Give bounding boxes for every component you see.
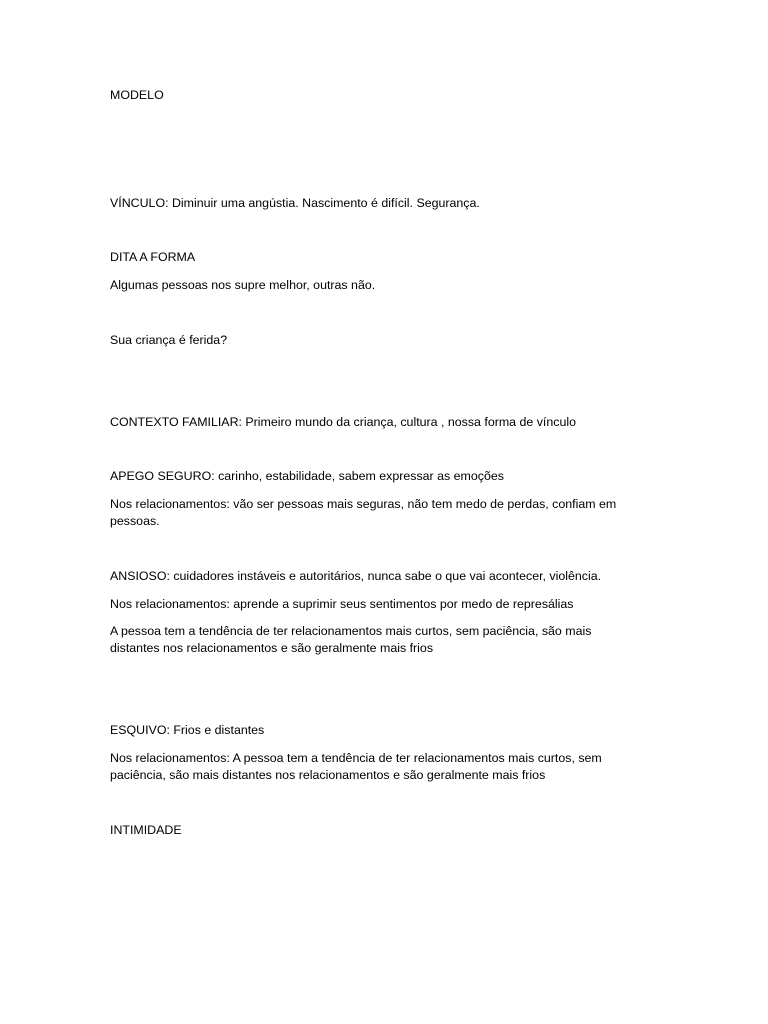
label-esquivo: ESQUIVO: bbox=[110, 723, 170, 737]
label-contexto-familiar: CONTEXTO FAMILIAR: bbox=[110, 415, 242, 429]
text-esquivo: Frios e distantes bbox=[169, 723, 265, 737]
text-contexto-familiar: Primeiro mundo da criança, cultura , nossa forma de vínculo bbox=[241, 415, 576, 429]
paragraph-sua-crianca: Sua criança é ferida? bbox=[110, 333, 228, 347]
label-ansioso: ANSIOSO: bbox=[110, 569, 170, 583]
paragraph-apego-seguro bbox=[110, 468, 640, 485]
heading-modelo: MODELO bbox=[110, 88, 164, 102]
heading-intimidade: INTIMIDADE bbox=[110, 823, 182, 837]
paragraph-apego-relacionamentos: Nos relacionamentos: vão ser pessoas mais seguras, não tem medo de perdas, confiam em pessoas. bbox=[110, 497, 617, 528]
paragraph-esquivo bbox=[110, 722, 640, 739]
paragraph-ansioso-tendencia: A pessoa tem a tendência de ter relacionamentos mais curtos, sem paciência, são mais distantes nos relacionamentos e são geralmente mais frios bbox=[110, 624, 592, 655]
text-apego-seguro: carinho, estabilidade, sabem expressar as emoções bbox=[214, 469, 504, 483]
paragraph-vinculo bbox=[110, 195, 640, 212]
text-vinculo: Diminuir uma angústia. Nascimento é difícil. Segurança. bbox=[168, 196, 480, 210]
label-apego-seguro: APEGO SEGURO: bbox=[110, 469, 215, 483]
paragraph-ansioso bbox=[110, 568, 640, 585]
heading-dita-a-forma: DITA A FORMA bbox=[110, 250, 196, 264]
paragraph-ansioso-relacionamentos: Nos relacionamentos: aprende a suprimir seus sentimentos por medo de represálias bbox=[110, 597, 574, 611]
paragraph-esquivo-relacionamentos: Nos relacionamentos: A pessoa tem a tendência de ter relacionamentos mais curtos, sem paciência, são mais distantes nos relacionamentos e são geralmente mais frios bbox=[110, 751, 602, 782]
paragraph-algumas-pessoas: Algumas pessoas nos supre melhor, outras não. bbox=[110, 278, 376, 292]
paragraph-contexto-familiar bbox=[110, 414, 640, 431]
label-vinculo: VÍNCULO: bbox=[110, 196, 169, 210]
text-ansioso: cuidadores instáveis e autoritários, nunca sabe o que vai acontecer, violência. bbox=[169, 569, 602, 583]
